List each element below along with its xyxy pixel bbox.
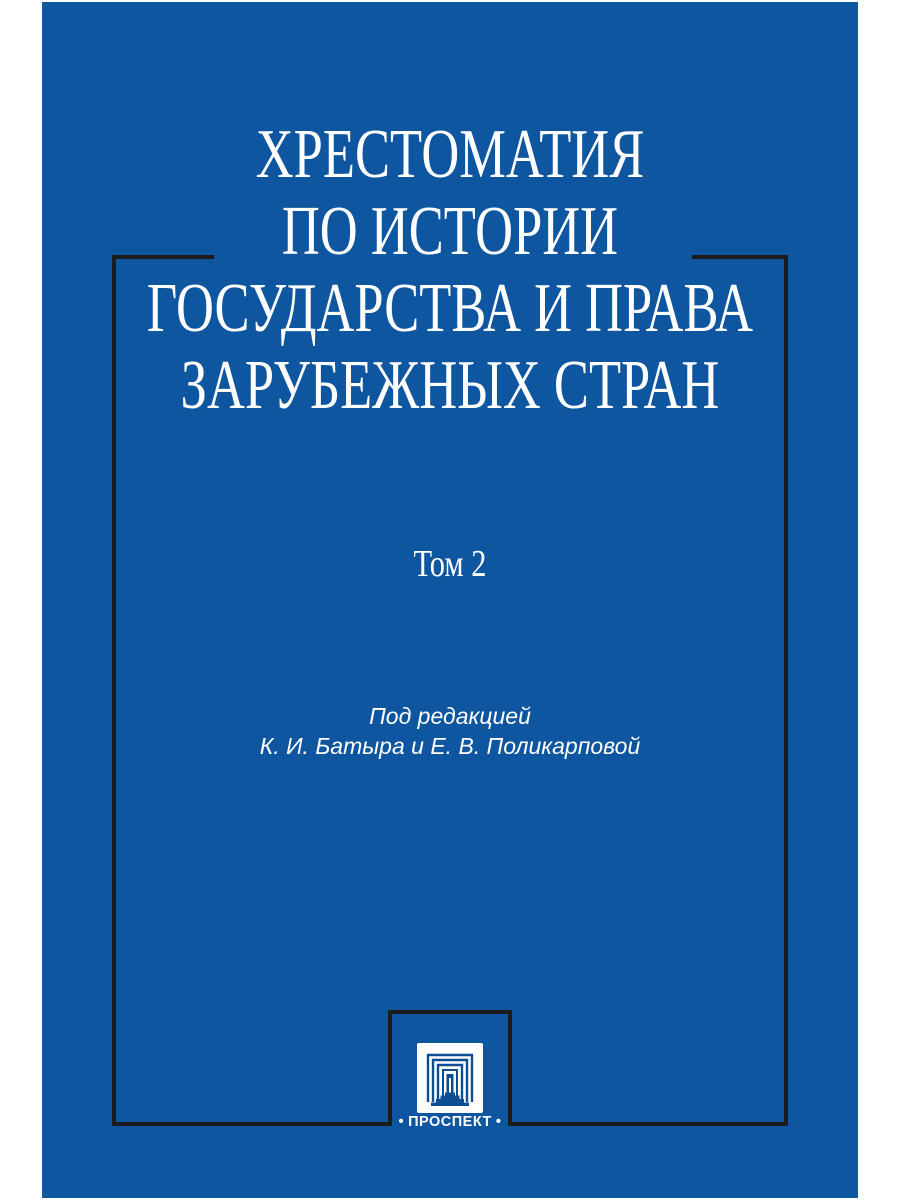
prospekt-logo xyxy=(417,1043,483,1113)
frame-left-line xyxy=(112,255,116,1126)
publisher-name: ПРОСПЕКТ xyxy=(408,1114,492,1130)
publisher-left-dot: • xyxy=(398,1114,405,1130)
publisher-name-line xyxy=(42,1114,858,1131)
title-line-1: ХРЕСТОМАТИЯ xyxy=(255,116,645,193)
frame-logo-notch-top xyxy=(388,1010,512,1014)
editors-block xyxy=(42,701,858,761)
title-line-3: ГОСУДАРСТВА И ПРАВА xyxy=(146,270,754,347)
editors-line-2: К. И. Батыра и Е. В. Поликарповой xyxy=(259,733,641,759)
prospekt-portal-icon xyxy=(417,1043,483,1113)
frame-logo-notch-left xyxy=(388,1010,392,1126)
title-line-2: ПО ИСТОРИИ xyxy=(281,193,619,270)
frame-logo-notch-right xyxy=(508,1010,512,1126)
editors-line-1: Под редакцией xyxy=(369,703,531,729)
title-line-4: ЗАРУБЕЖНЫХ СТРАН xyxy=(180,347,720,424)
book-title xyxy=(144,116,756,424)
cover-background xyxy=(42,2,858,1198)
frame-right-line xyxy=(784,255,788,1126)
volume-label: Том 2 xyxy=(413,543,487,585)
publisher-right-dot: • xyxy=(495,1114,502,1130)
